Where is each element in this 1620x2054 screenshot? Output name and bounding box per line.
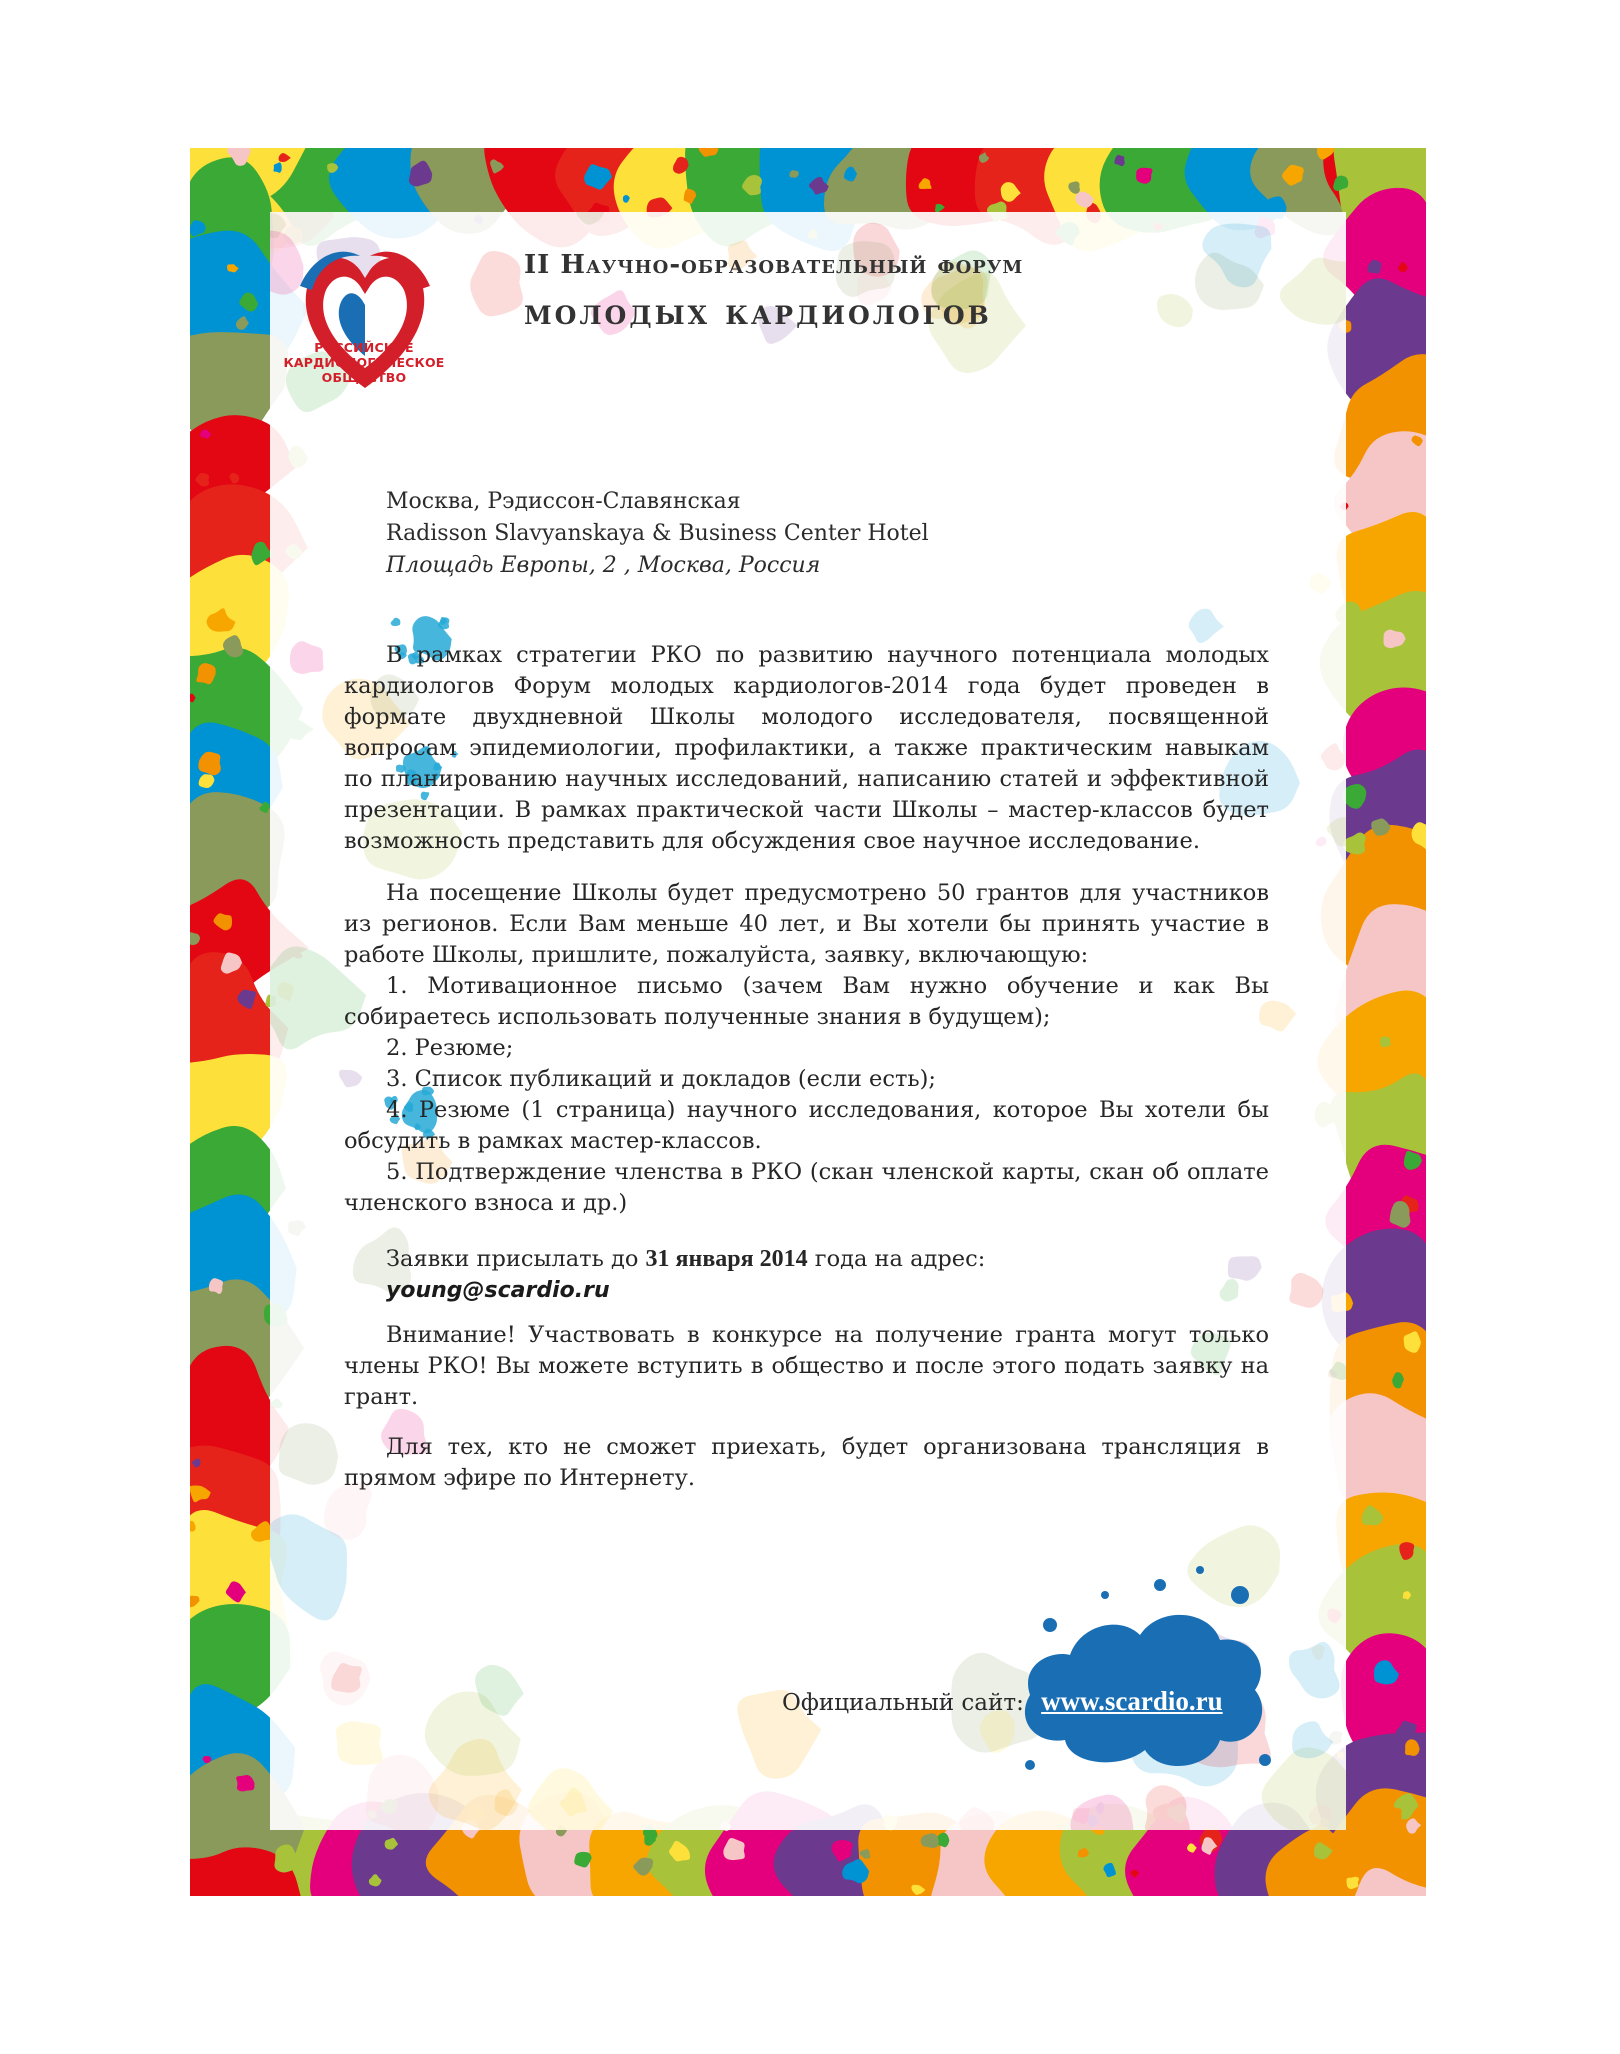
paint-blob [1157,294,1193,327]
requirement-item: 1. Мотивационное письмо (зачем Вам нужно обучение и как Вы собираетесь использовать полученные знания в будущем); [344,973,1269,1030]
paint-blob [470,251,523,316]
paint-blob [1070,1795,1133,1830]
blue-paint-splash-icon [1010,1555,1280,1785]
forum-title-line2: молодых кардиологов [524,292,992,333]
intro-paragraph [344,640,1269,857]
paint-blob [1189,609,1224,643]
venue-city: Москва, Рэдиссон-Славянская [386,489,741,514]
deadline-suffix: года на адрес: [814,1246,986,1272]
paint-blob [959,1807,994,1830]
paint-blob [1289,1273,1323,1308]
intro-text: В рамках стратегии РКО по развитию научного потенциала молодых кардиологов Форум молодых кардиологов-2014 года будет проведен в формате двухдневной Школы молодого исследователя, посвященной вопросам эпидемиологии, профилактики, а также практическим навыкам по планированию научных исследований, написанию статей и эффективной презентации. В рамках практической части Школы – мастер-классов будет возможность представить для обсуждения свое научное исследование. [344,642,1269,854]
official-site-row [782,1686,1223,1717]
organization-name-line: КАРДИОЛОГИЧЕСКОЕ [283,355,445,370]
organization-name-line: РОССИЙСКОЕ [314,340,414,355]
requirement-item: 2. Резюме; [386,1035,514,1061]
deadline-prefix: Заявки присылать до [386,1246,639,1272]
deadline-block [344,1244,1269,1306]
paint-blob [391,618,401,626]
paint-blob [1289,1642,1340,1698]
deadline-date: 31 января 2014 [645,1246,808,1272]
venue-hotel: Radisson Slavyanskaya & Business Center Hotel [386,521,929,546]
deadline-line [344,1244,1269,1275]
requirement-item: 4. Резюме (1 страница) научного исследования, которое Вы хотели бы обсудить в рамках мастер-классов. [344,1097,1269,1154]
paint-blob [438,617,449,629]
paint-blob [290,641,323,674]
venue-block [386,486,929,582]
contact-email-link[interactable]: young@scardio.ru [386,1278,610,1303]
organization-name [280,340,448,385]
paint-blob [1280,258,1346,325]
official-site-label: Официальный сайт: [782,1690,1024,1716]
paint-blob [320,1651,370,1705]
attention-paragraph [344,1320,1269,1413]
forum-title-line1: II Научно-образовательный форум [524,250,1024,280]
paint-blob [1292,1721,1333,1758]
requirement-item: 5. Подтверждение членства в РКО (скан членской карты, скан об оплате членского взноса и др.) [344,1159,1269,1216]
paint-blob [576,212,604,225]
paint-blob [1380,1036,1391,1047]
attention-text: Внимание! Участвовать в конкурсе на получение гранта могут только члены РКО! Вы можете вступить в общество и после этого подать заявку на грант. [344,1322,1269,1410]
paint-blob [1327,817,1346,846]
paint-blob [279,1423,338,1485]
organization-name-line: ОБЩЕСТВО [321,370,407,385]
requirement-item: 3. Список публикаций и докладов (если есть); [386,1066,936,1092]
venue-address: Площадь Европы, 2 , Москва, Россия [386,553,821,578]
paint-blob [1329,1362,1346,1380]
official-site-link[interactable]: www.scardio.ru [1041,1686,1223,1716]
grants-section [344,878,1269,1219]
paint-blob [336,1721,383,1765]
paint-blob [1145,1785,1190,1830]
paint-blob [528,1768,613,1830]
grants-text: На посещение Школы будет предусмотрено 50 грантов для участников из регионов. Если Вам меньше 40 лет, и Вы хотели бы принять участие в работе Школы, пришлите, пожалуйста, заявку, включающую: [344,880,1269,968]
broadcast-paragraph [344,1432,1269,1494]
paint-blob [366,1755,439,1830]
email-line [344,1275,1269,1306]
broadcast-text: Для тех, кто не сможет приехать, будет организована трансляция в прямом эфире по Интернету. [344,1434,1269,1491]
